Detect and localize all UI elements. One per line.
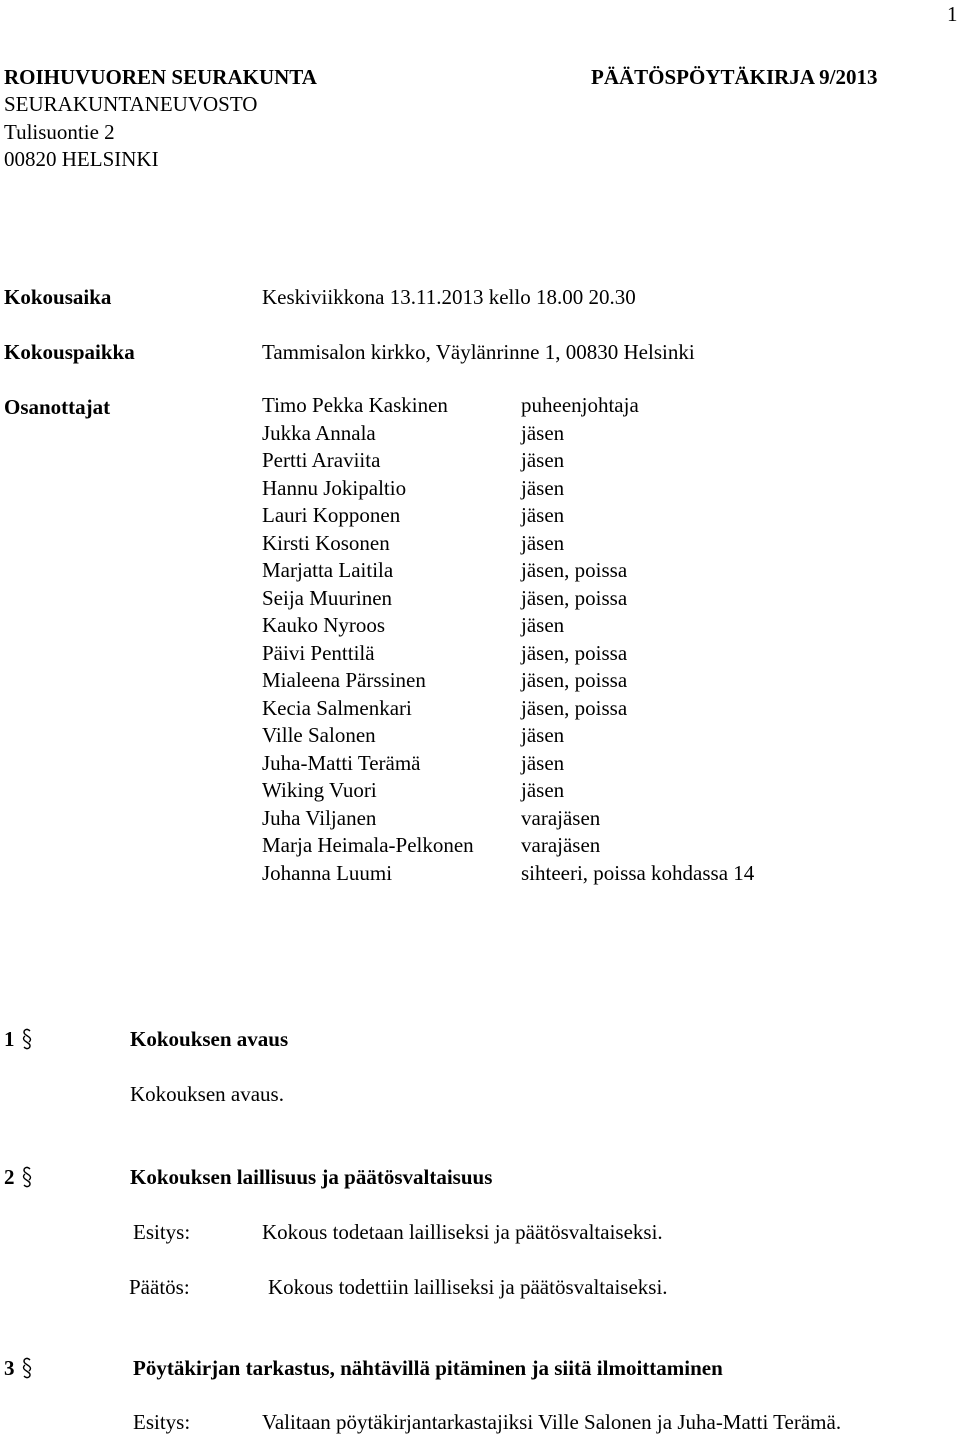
section-2-paatos-label: Päätös: — [129, 1275, 190, 1299]
participant-name: Timo Pekka Kaskinen — [262, 393, 448, 417]
participant-role: jäsen — [521, 420, 565, 445]
meeting-time-value: Keskiviikkona 13.11.2013 kello 18.00 20.30 — [262, 285, 636, 309]
participant-name: Seija Muurinen — [262, 585, 393, 610]
participant-role: jäsen, poissa — [521, 558, 628, 582]
participant-role: puheenjohtaja — [521, 393, 639, 417]
participant-role: jäsen — [521, 530, 565, 555]
section-3-number: 3 — [4, 1356, 15, 1380]
participant-role: varajäsen — [521, 833, 601, 857]
postal-address: 00820 HELSINKI — [4, 147, 159, 171]
page-number: 1 — [947, 2, 958, 26]
meeting-place-label: Kokouspaikka — [4, 340, 135, 364]
section-2-esitys-label: Esitys: — [133, 1220, 191, 1244]
section-3-heading — [4, 1356, 33, 1381]
participant-name: Kauko Nyroos — [262, 613, 386, 637]
participant-name: Päivi Penttilä — [262, 640, 375, 665]
section-1-title: Kokouksen avaus — [130, 1027, 289, 1051]
participant-name: Hannu Jokipaltio — [262, 475, 407, 500]
participant-name: Kecia Salmenkari — [262, 695, 412, 720]
section-3-esitys-text: Valitaan pöytäkirjantarkastajiksi Ville Salonen ja Juha-Matti Terämä. — [262, 1410, 842, 1434]
section-2-paatos-text: Kokous todettiin lailliseksi ja päätösvaltaiseksi. — [268, 1275, 668, 1299]
section-sign-icon — [21, 1166, 33, 1188]
participant-name: Johanna Luumi — [262, 860, 393, 885]
participant-name: Wiking Vuori — [262, 778, 377, 802]
meeting-place-value: Tammisalon kirkko, Väylänrinne 1, 00830 Helsinki — [262, 340, 695, 364]
participant-role: jäsen — [521, 723, 565, 747]
section-1-body: Kokouksen avaus. — [130, 1082, 284, 1106]
participant-role: jäsen, poissa — [521, 585, 628, 610]
participant-role: sihteeri, poissa kohdassa 14 — [521, 860, 755, 885]
participant-role: jäsen — [521, 613, 565, 637]
participants-label: Osanottajat — [4, 395, 111, 419]
participant-role: jäsen, poissa — [521, 668, 628, 692]
participant-role: jäsen — [521, 778, 565, 802]
section-3-title: Pöytäkirjan tarkastus, nähtävillä pitäminen ja siitä ilmoittaminen — [133, 1356, 723, 1380]
participant-name: Juha Viljanen — [262, 805, 377, 830]
section-2-title: Kokouksen laillisuus ja päätösvaltaisuus — [130, 1165, 493, 1189]
participant-role: jäsen, poissa — [521, 695, 628, 720]
participant-role: jäsen, poissa — [521, 640, 628, 665]
participant-name: Jukka Annala — [262, 420, 376, 445]
street-address: Tulisuontie 2 — [4, 120, 115, 144]
participant-role: jäsen — [521, 503, 565, 527]
organization-name: ROIHUVUOREN SEURAKUNTA — [4, 65, 317, 89]
meeting-time-label: Kokousaika — [4, 285, 112, 309]
section-sign-icon — [21, 1357, 33, 1379]
participant-name: Juha-Matti Terämä — [262, 750, 421, 775]
participant-role: jäsen — [521, 475, 565, 500]
participant-name: Kirsti Kosonen — [262, 530, 390, 555]
participant-name: Mialeena Pärssinen — [262, 668, 426, 692]
section-1-number: 1 — [4, 1027, 15, 1051]
section-2-heading — [4, 1165, 33, 1190]
participant-role: varajäsen — [521, 805, 601, 830]
participant-name: Pertti Araviita — [262, 448, 381, 472]
section-sign-icon — [21, 1028, 33, 1050]
participant-role: jäsen — [521, 448, 565, 472]
document-type: PÄÄTÖSPÖYTÄKIRJA 9/2013 — [591, 65, 878, 89]
section-1-heading — [4, 1027, 33, 1052]
participant-name: Ville Salonen — [262, 723, 376, 747]
section-3-esitys-label: Esitys: — [133, 1410, 191, 1434]
section-2-number: 2 — [4, 1165, 15, 1189]
participant-name: Lauri Kopponen — [262, 503, 401, 527]
participant-name: Marjatta Laitila — [262, 558, 394, 582]
participant-name: Marja Heimala-Pelkonen — [262, 833, 474, 857]
council-name: SEURAKUNTANEUVOSTO — [4, 92, 258, 116]
section-2-esitys-text: Kokous todetaan lailliseksi ja päätösvaltaiseksi. — [262, 1220, 663, 1244]
participant-role: jäsen — [521, 750, 565, 775]
